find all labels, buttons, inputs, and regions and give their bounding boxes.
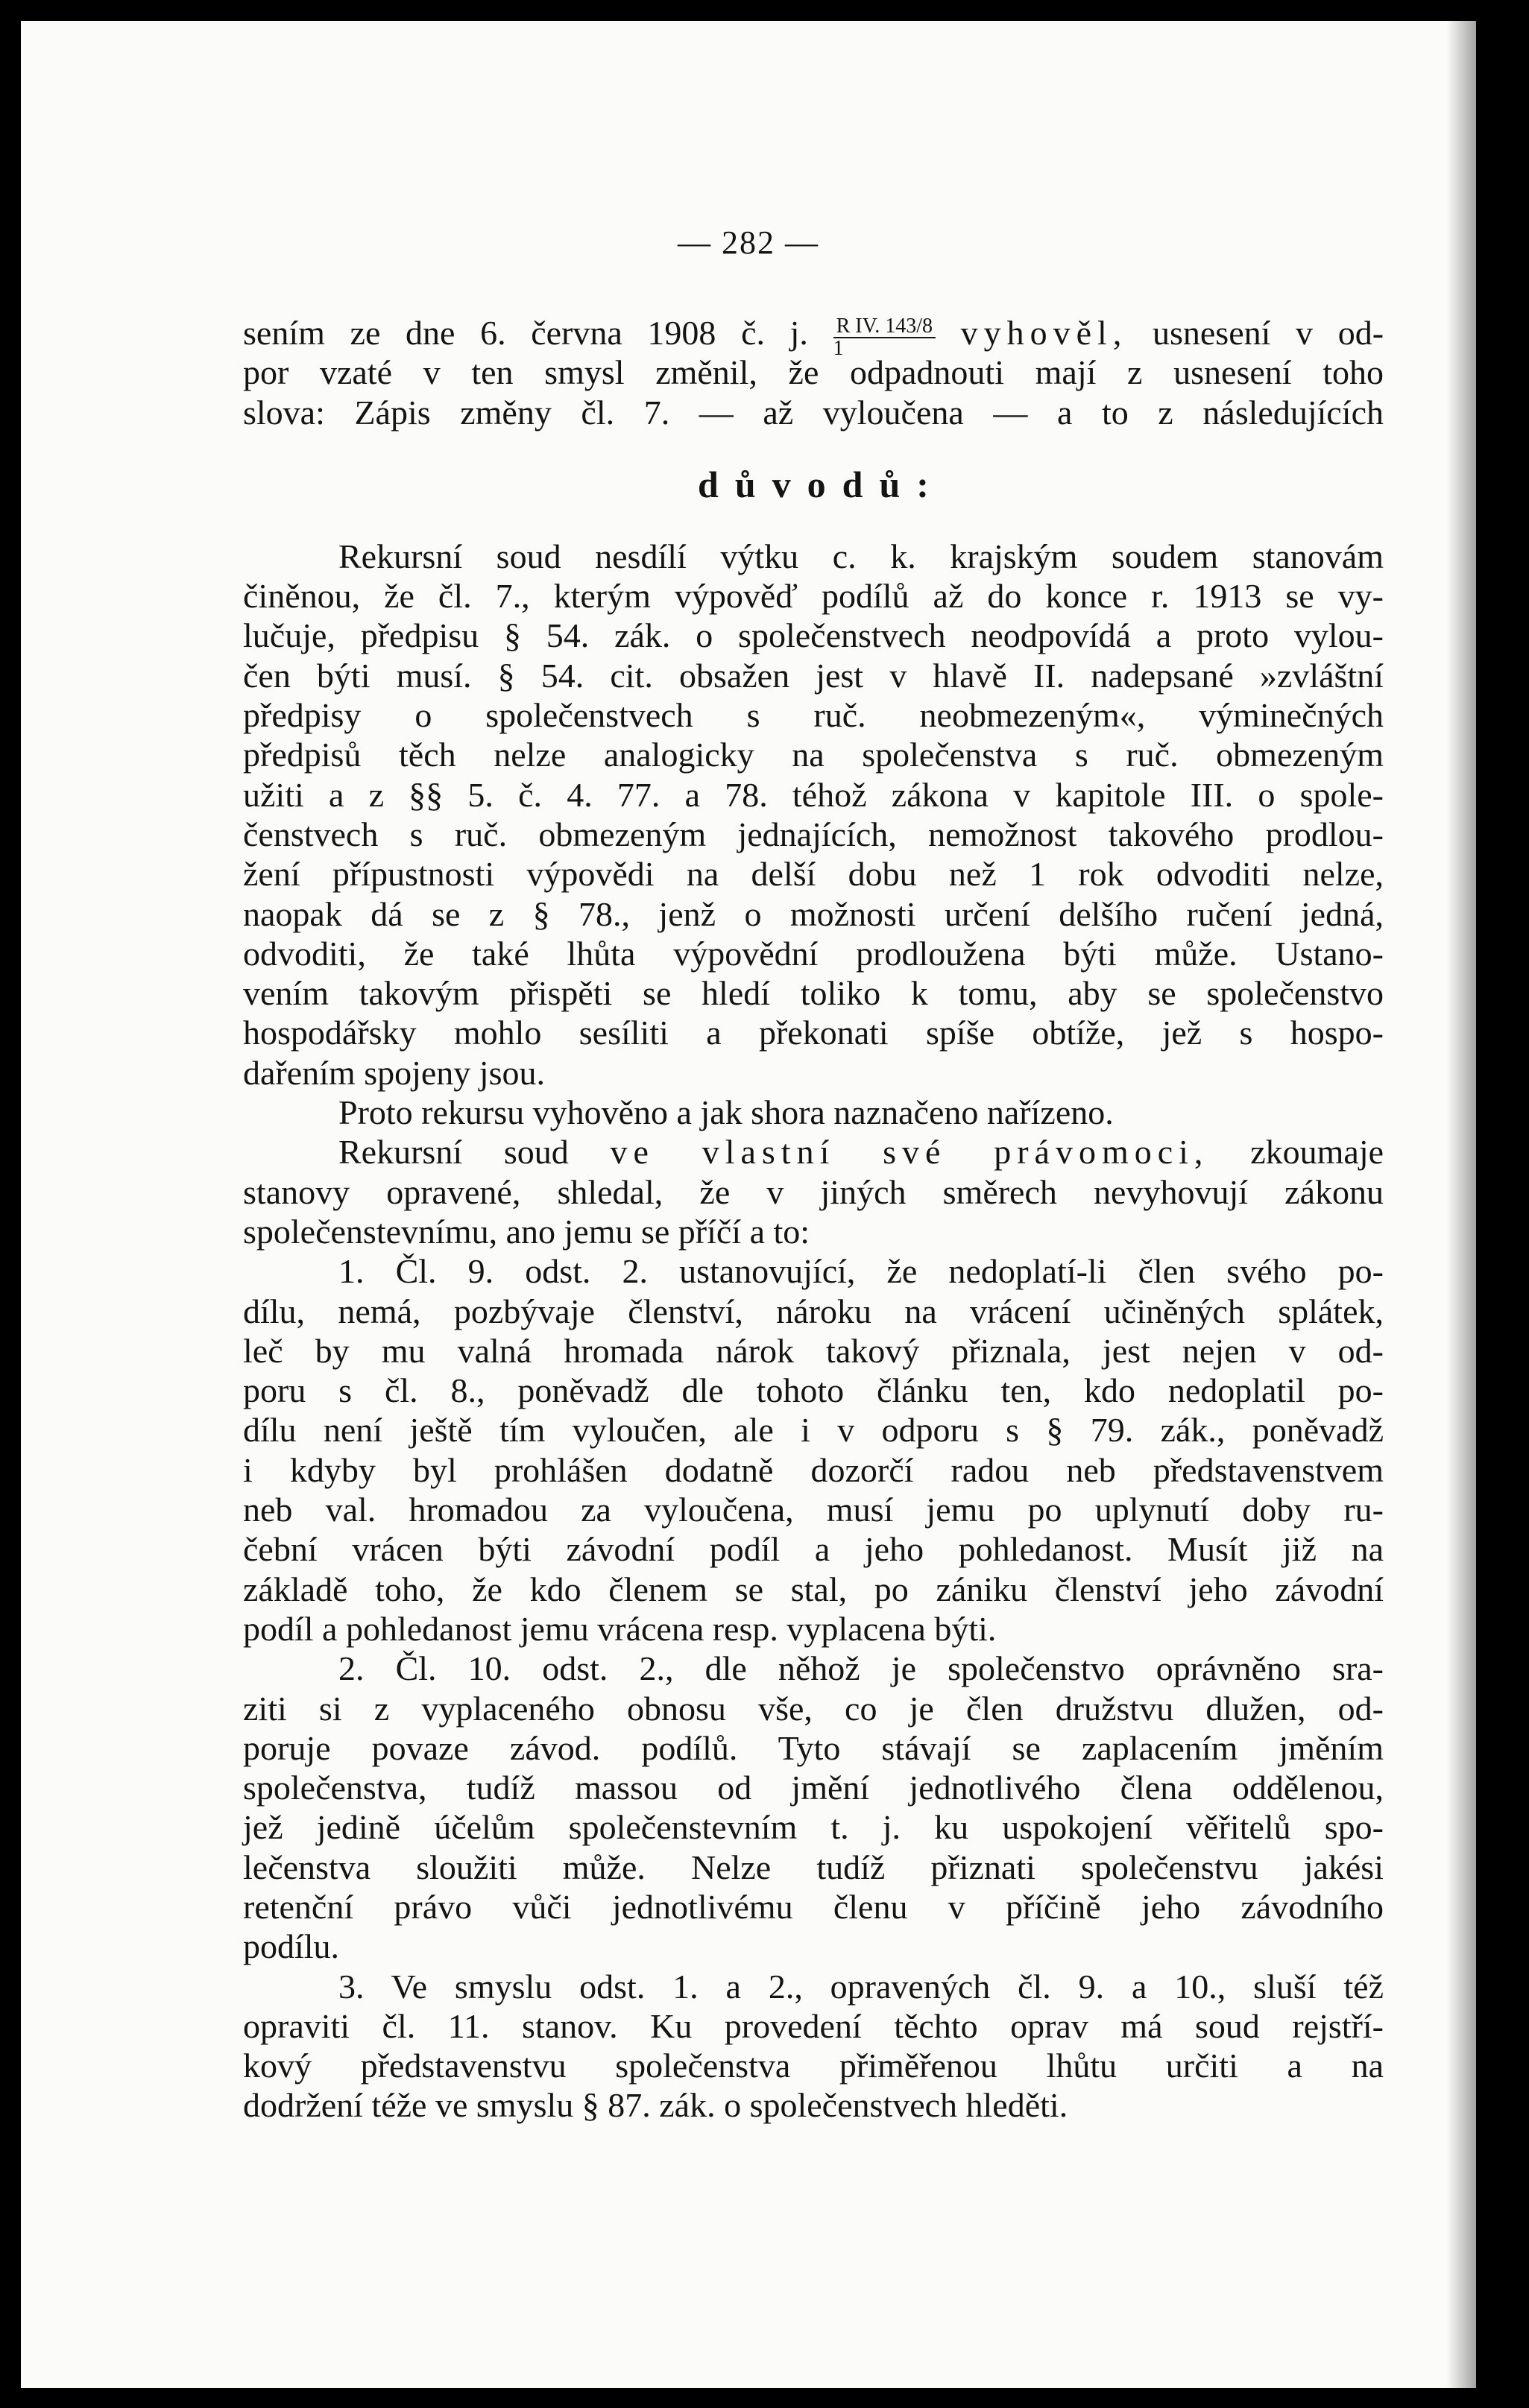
text-line: leč by mu valná hromada nárok takový přiznala, jest nejen v od- bbox=[243, 1331, 1384, 1370]
emphasized-text: ve vlastní své právomoci, bbox=[610, 1133, 1209, 1172]
text-line: dílu není ještě tím vyloučen, ale i v odporu s § 79. zák., poněvadž bbox=[243, 1411, 1384, 1450]
text-line: ziti si z vyplaceného obnosu vše, co je člen družstvu dlužen, od- bbox=[243, 1689, 1384, 1728]
text-line: jež jedině účelům společenstevním t. j. ku uspokojení věřitelů spo- bbox=[243, 1808, 1384, 1847]
item-1 bbox=[243, 1251, 1384, 1649]
text-line: 2. Čl. 10. odst. 2., dle něhož je společenstvo oprávněno sra- bbox=[338, 1649, 1384, 1688]
text-line: činěnou, že čl. 7., kterým výpověď podílů až do konce r. 1913 se vy- bbox=[243, 577, 1384, 616]
text-line: retenční právo vůči jednotlivému členu v příčině jeho závodního bbox=[243, 1887, 1384, 1926]
text-line: předpisů těch nelze analogicky na společenstva s ruč. obmezeným bbox=[243, 736, 1384, 774]
document-page bbox=[21, 21, 1476, 2388]
text-line: čen býti musí. § 54. cit. obsažen jest v hlavě II. nadepsané »zvláštní bbox=[243, 656, 1384, 695]
text-line: 3. Ve smyslu odst. 1. a 2., opravených čl. 9. a 10., sluší též bbox=[338, 1967, 1384, 2006]
text-line: por vzaté v ten smysl změnil, že odpadnouti mají z usnesení toho bbox=[243, 353, 1384, 392]
text-line: podíl a pohledanost jemu vrácena resp. vyplacena býti. bbox=[243, 1609, 997, 1648]
text-line: poru s čl. 8., poněvadž dle tohoto článku ten, kdo nedoplatil po- bbox=[243, 1371, 1384, 1410]
text-line: 1. Čl. 9. odst. 2. ustanovující, že nedoplatí-li člen svého po- bbox=[338, 1252, 1384, 1291]
page-number: — 282 — bbox=[678, 224, 819, 261]
text-line: Rekursní soud nesdílí výtku c. k. krajským soudem stanovám bbox=[338, 537, 1384, 575]
text-line: poruje povaze závod. podílů. Tyto stávají se zaplacením jměním bbox=[243, 1728, 1384, 1767]
text-line: dařením spojeny jsou. bbox=[243, 1053, 545, 1092]
text-line: základě toho, že kdo členem se stal, po zániku členství jeho závodní bbox=[243, 1570, 1384, 1608]
text-line: sením ze dne 6. června 1908 č. j. $\frac{\text{R IV. 143/8}}{1}$ vyhověl, usnesení v od- bbox=[243, 314, 1384, 360]
text-line: Rekursní soud ve vlastní své právomoci, zkoumaje bbox=[338, 1133, 1384, 1172]
page-edge-shadow bbox=[1446, 21, 1476, 2388]
item-3 bbox=[243, 1967, 1384, 2126]
text-line: předpisy o společenstvech s ruč. neobmezeným«, výminečných bbox=[243, 696, 1384, 735]
document-body bbox=[243, 313, 1384, 2126]
text-line: společenstevnímu, ano jemu se příčí a to: bbox=[243, 1212, 810, 1251]
paragraph-1 bbox=[243, 313, 1384, 432]
text-line: lečenstva sloužiti může. Nelze tudíž přiznati společenstvu jakési bbox=[243, 1848, 1384, 1886]
section-heading: důvodů: bbox=[698, 463, 945, 505]
text-line: lučuje, předpisu § 54. zák. o společenstvech neodpovídá a proto vylou- bbox=[243, 616, 1384, 655]
fraction-denominator: 1 bbox=[833, 337, 844, 360]
text-line: společenstva, tudíž massou od jmění jednotlivého člena oddělenou, bbox=[243, 1769, 1384, 1807]
text-line: slova: Zápis změny čl. 7. — až vyloučena — a to z následujících bbox=[243, 393, 1384, 432]
paragraph-2 bbox=[243, 537, 1384, 1093]
text-line: hospodářsky mohlo sesíliti a překonati spíše obtíže, jež s hospo- bbox=[243, 1014, 1384, 1052]
text-line: stanovy opravené, shledal, že v jiných směrech nevyhovují zákonu bbox=[243, 1172, 1384, 1211]
text-line: užiti a z §§ 5. č. 4. 77. a 78. téhož zákona v kapitole III. o spole- bbox=[243, 775, 1384, 814]
text-line: odvoditi, že také lhůta výpovědní prodloužena býti může. Ustano- bbox=[243, 934, 1384, 973]
text-line: čební vrácen býti závodní podíl a jeho pohledanost. Musít již na bbox=[243, 1530, 1384, 1569]
text-line: dodržení téže ve smyslu § 87. zák. o společenstvech hleděti. bbox=[243, 2086, 1068, 2125]
text-line: naopak dá se z § 78., jenž o možnosti určení delšího ručení jedná, bbox=[243, 894, 1384, 933]
text-line: neb val. hromadou za vyloučena, musí jemu po uplynutí doby ru- bbox=[243, 1491, 1384, 1529]
text-line: čenstvech s ruč. obmezeným jednajících, nemožnost takového prodlou- bbox=[243, 815, 1384, 853]
item-2 bbox=[243, 1649, 1384, 1966]
text-line: vením takovým přispěti se hledí toliko k tomu, aby se společenstvo bbox=[243, 974, 1384, 1013]
paragraph-4 bbox=[243, 1132, 1384, 1251]
text-line: i kdyby byl prohlášen dodatně dozorčí radou neb představenstvem bbox=[243, 1450, 1384, 1489]
fraction-numerator: R IV. 143/8 bbox=[833, 316, 936, 338]
text-line: opraviti čl. 11. stanov. Ku provedení těchto oprav má soud rejstří- bbox=[243, 2006, 1384, 2045]
paragraph-3: Proto rekursu vyhověno a jak shora naznačeno nařízeno. bbox=[338, 1093, 1114, 1132]
text-line: dílu, nemá, pozbývaje členství, nároku na vrácení učiněných splátek, bbox=[243, 1292, 1384, 1330]
text-line: kový představenstvu společenstva přiměřenou lhůtu určiti a na bbox=[243, 2047, 1384, 2085]
text-line: podílu. bbox=[243, 1927, 340, 1966]
text-line: žení přípustnosti výpovědi na delší dobu než 1 rok odvoditi nelze, bbox=[243, 855, 1384, 894]
